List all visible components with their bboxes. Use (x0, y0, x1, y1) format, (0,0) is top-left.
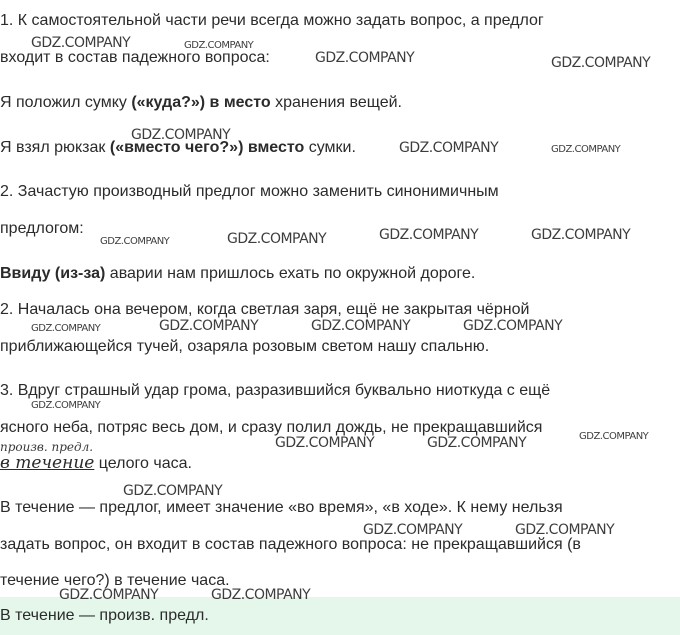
watermark: GDZ.COMPANY (399, 140, 499, 156)
example-1-highlight: («куда?») в место (131, 94, 271, 111)
watermark: GDZ.COMPANY (379, 227, 479, 243)
example-3-highlight: Ввиду (из-за) (0, 265, 106, 282)
paragraph-4-line-3: в течение целого часа. (0, 453, 192, 473)
paragraph-4-line-2: ясного неба, потряс весь дом, и сразу полил дождь, не прекращавшийся (0, 419, 543, 436)
paragraph-3-line-1: 2. Началась она вечером, когда светлая заря, ещё не закрытая чёрной (0, 301, 530, 318)
paragraph-2-line-1: 2. Зачастую производный предлог можно заменить синонимичным (0, 183, 499, 200)
example-sentence-1: Я положил сумку («куда?») в место хранения вещей. (0, 94, 402, 111)
watermark: GDZ.COMPANY (159, 318, 259, 334)
watermark: GDZ.COMPANY (579, 431, 649, 442)
watermark: GDZ.COMPANY (515, 522, 615, 538)
handwritten-underlined-word: в течение (0, 453, 95, 473)
watermark: GDZ.COMPANY (123, 483, 223, 499)
watermark: GDZ.COMPANY (211, 587, 311, 603)
paragraph-1-line-1: 1. К самостоятельной части речи всегда можно задать вопрос, а предлог (0, 12, 544, 29)
example-2-highlight: («вместо чего?») вместо (109, 139, 305, 156)
watermark: GDZ.COMPANY (531, 227, 631, 243)
answer-text: В течение — произв. предл. (0, 607, 209, 624)
paragraph-5-line-2: задать вопрос, он входит в состав падежного вопроса: не прекращавшийся (в (0, 536, 581, 553)
watermark: GDZ.COMPANY (463, 318, 563, 334)
watermark: GDZ.COMPANY (227, 231, 327, 247)
handwritten-note: произв. предл. (0, 440, 94, 454)
watermark: GDZ.COMPANY (315, 50, 415, 66)
watermark: GDZ.COMPANY (275, 435, 375, 451)
watermark: GDZ.COMPANY (427, 435, 527, 451)
watermark: GDZ.COMPANY (31, 323, 101, 334)
watermark: GDZ.COMPANY (31, 35, 131, 51)
watermark: GDZ.COMPANY (363, 522, 463, 538)
paragraph-3-line-2: приближающейся тучей, озаряла розовым светом нашу спальню. (0, 338, 490, 355)
watermark: GDZ.COMPANY (551, 144, 621, 155)
watermark: GDZ.COMPANY (551, 55, 651, 71)
watermark: GDZ.COMPANY (131, 127, 231, 143)
example-sentence-2: Я взял рюкзак («вместо чего?») вместо сумки. (0, 139, 356, 156)
paragraph-5-line-1: В течение — предлог, имеет значение «во время», «в ходе». К нему нельзя (0, 499, 563, 516)
paragraph-5-line-3: течение чего?) в течение часа. (0, 572, 230, 589)
watermark: GDZ.COMPANY (31, 400, 101, 411)
watermark: GDZ.COMPANY (100, 236, 170, 247)
example-sentence-3: Ввиду (из-за) аварии нам пришлось ехать по окружной дороге. (0, 265, 476, 282)
paragraph-1-line-2: входит в состав падежного вопроса: (0, 49, 270, 66)
watermark: GDZ.COMPANY (311, 318, 411, 334)
paragraph-4-line-1: 3. Вдруг страшный удар грома, разразившийся буквально ниоткуда с ещё (0, 382, 551, 399)
paragraph-2-line-2: предлогом: (0, 220, 84, 237)
watermark: GDZ.COMPANY (59, 587, 159, 603)
watermark: GDZ.COMPANY (184, 40, 254, 51)
